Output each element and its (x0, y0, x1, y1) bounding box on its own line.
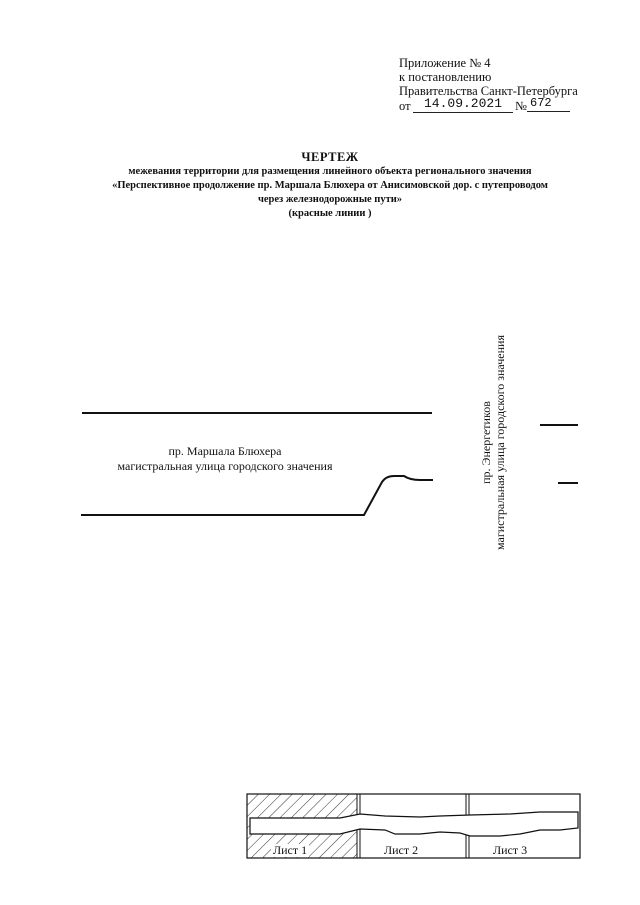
sheet-label-2: Лист 2 (384, 843, 419, 857)
title-line-4: (красные линии ) (288, 208, 372, 219)
main-street-label (105, 444, 345, 474)
sheet-label-1: Лист 1 (273, 843, 308, 857)
sheet-label-3: Лист 3 (493, 843, 528, 857)
cross-street-type: магистральная улица городского значения (493, 335, 507, 550)
cross-street-name: пр. Энергетиков (479, 401, 493, 484)
cross-street-label (479, 330, 507, 555)
main-street-type: магистральная улица городского значения (117, 459, 333, 473)
appendix-government: Правительства Санкт-Петербурга (399, 84, 578, 98)
date-value: 14.09.2021 (413, 97, 513, 113)
main-street-name: пр. Маршала Блюхера (168, 444, 282, 458)
appendix-number: Приложение № 4 (399, 56, 491, 70)
title-line-2: «Перспективное продолжение пр. Маршала Блюхера от Анисимовской дор. с путепроводом (112, 180, 548, 191)
red-line-bottom (81, 476, 433, 515)
appendix-resolution: к постановлению (399, 70, 492, 84)
title-line-1: межевания территории для размещения линейного объекта регионального значения (128, 166, 532, 177)
number-label: № (515, 99, 527, 113)
title-line-3: через железнодорожные пути» (257, 194, 403, 205)
page-title: ЧЕРТЕЖ (301, 150, 359, 164)
number-value: 672 (527, 96, 570, 112)
date-label: от (399, 99, 411, 113)
